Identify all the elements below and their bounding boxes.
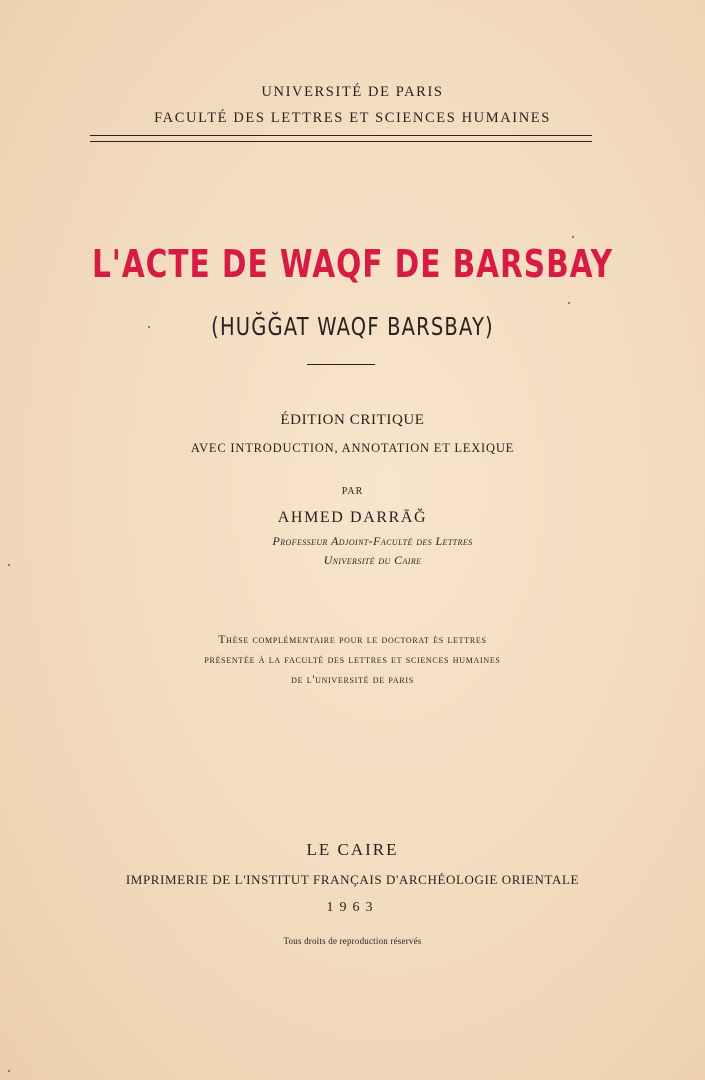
paper-speck: [8, 564, 10, 566]
paper-speck: [568, 302, 570, 304]
author-institution: Université du Caire: [323, 553, 422, 567]
rights-notice: Tous droits de reproduction réservés: [283, 936, 422, 946]
book-title: L'ACTE DE WAQF DE BARSBAY: [91, 242, 614, 286]
author-role: Professeur Adjoint-Faculté des Lettres: [272, 534, 473, 548]
thesis-line-3: de l'université de paris: [291, 674, 414, 686]
book-subtitle: (HUĞĞAT WAQF BARSBAY): [211, 312, 494, 341]
title-divider-rule: [307, 364, 375, 365]
publication-place: LE CAIRE: [306, 840, 399, 859]
edition-statement: ÉDITION CRITIQUE: [280, 412, 425, 428]
paper-speck: [8, 1070, 10, 1072]
edition-details: AVEC INTRODUCTION, ANNOTATION ET LEXIQUE: [190, 441, 515, 455]
thesis-line-1: Thèse complémentaire pour le doctorat ès lettres: [218, 634, 487, 646]
university-name: UNIVERSITÉ DE PARIS: [261, 84, 444, 100]
faculty-name: FACULTÉ DES LETTRES ET SCIENCES HUMAINES: [154, 110, 551, 126]
paper-speck: [572, 236, 574, 238]
paper-speck: [148, 326, 150, 328]
header-double-rule: [90, 135, 592, 142]
author-name: AHMED DARRĀĞ: [277, 509, 428, 526]
thesis-line-2: présentée à la faculté des lettres et sciences humaines: [204, 654, 501, 666]
publication-year: 1963: [326, 900, 379, 915]
printer-name: IMPRIMERIE DE L'INSTITUT FRANÇAIS D'ARCHÉOLOGIE ORIENTALE: [125, 872, 580, 887]
by-label: PAR: [341, 486, 364, 497]
